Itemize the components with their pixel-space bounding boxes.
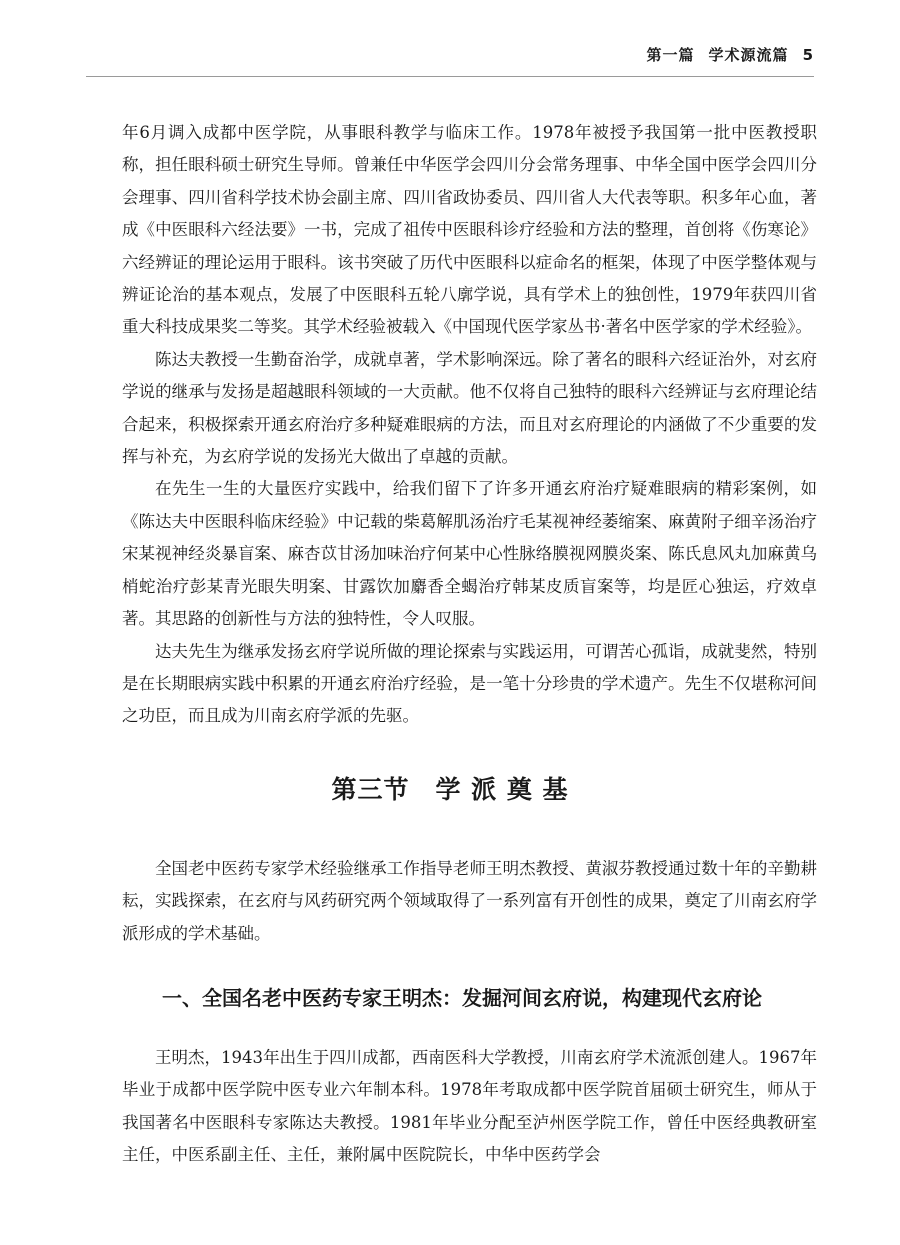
paragraph: 陈达夫教授一生勤奋治学，成就卓著，学术影响深远。除了著名的眼科六经证治外，对玄府学说的继承与发扬是超越眼科领域的一大贡献。他不仅将自己独特的眼科六经辨证与玄府理论结合起来，积极探索开通玄府治疗多种疑难眼病的方法，而且对玄府理论的内涵做了不少重要的发挥与补充，为玄府学说的发扬光大做出了卓越的贡献。 — [122, 349, 817, 467]
page-number: 5 — [802, 46, 814, 64]
subsection-body — [122, 1042, 817, 1172]
paragraph: 达夫先生为继承发扬玄府学说所做的理论探索与实践运用，可谓苦心孤诣，成就斐然，特别是在长期眼病实践中积累的开通玄府治疗经验，是一笔十分珍贵的学术遗产。先生不仅堪称河间之功臣，而且成为川南玄府学派的先驱。 — [122, 641, 817, 726]
paragraph: 王明杰，1943年出生于四川成都，西南医科大学教授，川南玄府学术流派创建人。1967年毕业于成都中医学院中医专业六年制本科。1978年考取成都中医学院首届硕士研究生，师从于我国著名中医眼科专家陈达夫教授。1981年毕业分配至泸州医学院工作，曾任中医经典教研室主任，中医系副主任、主任，兼附属中医院院长，中华中医药学会 — [122, 1048, 817, 1165]
paragraph: 全国老中医药专家学术经验继承工作指导老师王明杰教授、黄淑芬教授通过数十年的辛勤耕耘，实践探索，在玄府与风药研究两个领域取得了一系列富有开创性的成果，奠定了川南玄府学派形成的学术基础。 — [122, 859, 817, 943]
section-intro — [122, 853, 817, 950]
text-block-continuation — [122, 117, 817, 733]
header-rule — [86, 76, 814, 77]
paragraph: 年6月调入成都中医学院，从事眼科教学与临床工作。1978年被授予我国第一批中医教授职称，担任眼科硕士研究生导师。曾兼任中华医学会四川分会常务理事、中华全国中医学会四川分会理事、四川省科学技术协会副主席、四川省政协委员、四川省人大代表等职。积多年心血，著成《中医眼科六经法要》一书，完成了祖传中医眼科诊疗经验和方法的整理，首创将《伤寒论》六经辨证的理论运用于眼科。该书突破了历代中医眼科以症命名的框架，体现了中医学整体观与辨证论治的基本观点，发展了中医眼科五轮八廓学说，具有学术上的独创性，1979年获四川省重大科技成果奖二等奖。其学术经验被载入《中国现代医学家丛书·著名中医学家的学术经验》。 — [122, 123, 817, 337]
header-part: 第一篇 — [646, 46, 695, 64]
section-heading: 第三节 学 派 奠 基 — [331, 775, 569, 804]
subsection-heading: 一、全国名老中医药专家王明杰：发掘河间玄府说，构建现代玄府论 — [162, 986, 762, 1010]
paragraph: 在先生一生的大量医疗实践中，给我们留下了许多开通玄府治疗疑难眼病的精彩案例，如《陈达夫中医眼科临床经验》中记载的柴葛解肌汤治疗毛某视神经萎缩案、麻黄附子细辛汤治疗宋某视神经炎暴盲案、麻杏苡甘汤加味治疗何某中心性脉络膜视网膜炎案、陈氏息风丸加麻黄乌梢蛇治疗彭某青光眼失明案、甘露饮加麝香全蝎治疗韩某皮质盲案等，均是匠心独运，疗效卓著。其思路的创新性与方法的独特性，令人叹服。 — [122, 479, 817, 629]
header-title: 学术源流篇 — [708, 46, 789, 64]
running-header — [647, 44, 814, 65]
